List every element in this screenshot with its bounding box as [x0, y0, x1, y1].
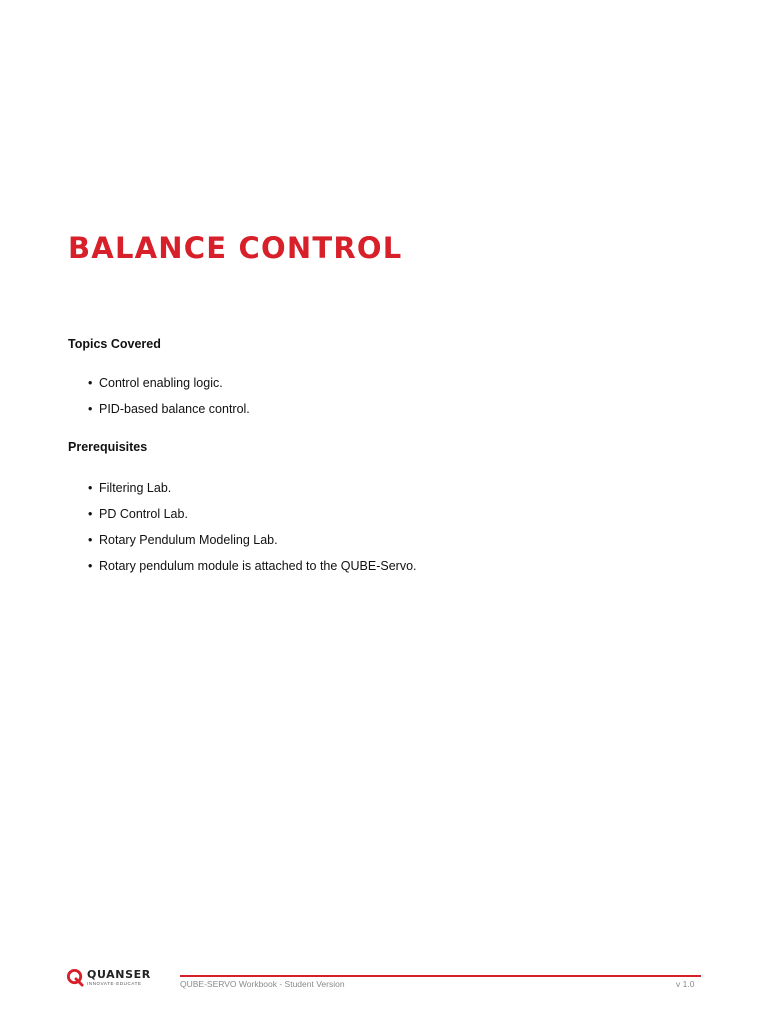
list-item: [88, 481, 417, 507]
bullet-icon: •: [88, 481, 93, 495]
logo-tagline: INNOVATE·EDUCATE: [87, 980, 142, 986]
list-item-text: Rotary Pendulum Modeling Lab.: [99, 533, 278, 547]
topics-covered-list: [88, 376, 250, 428]
list-item-text: Rotary pendulum module is attached to the QUBE-Servo.: [99, 559, 417, 573]
list-item: [88, 533, 417, 559]
quanser-q-logo-icon: [66, 968, 85, 987]
footer-version: v 1.0: [676, 979, 695, 989]
list-item-text: PD Control Lab.: [99, 507, 188, 521]
list-item-text: Filtering Lab.: [99, 481, 172, 495]
quanser-logo: [66, 968, 151, 987]
bullet-icon: •: [88, 533, 93, 547]
list-item-text: PID-based balance control.: [99, 402, 250, 416]
list-item: [88, 402, 250, 428]
page-title: BALANCE CONTROL: [68, 231, 403, 265]
footer-workbook-label: QUBE-SERVO Workbook - Student Version: [180, 979, 345, 989]
footer-divider: [180, 975, 701, 977]
bullet-icon: •: [88, 559, 93, 573]
prerequisites-list: [88, 481, 417, 585]
bullet-icon: •: [88, 507, 93, 521]
list-item: [88, 559, 417, 585]
bullet-icon: •: [88, 402, 93, 416]
list-item-text: Control enabling logic.: [99, 376, 223, 390]
bullet-icon: •: [88, 376, 93, 390]
topics-covered-heading: Topics Covered: [68, 337, 161, 351]
prerequisites-heading: Prerequisites: [68, 440, 148, 454]
list-item: [88, 376, 250, 402]
logo-name: QUANSER: [87, 967, 151, 981]
list-item: [88, 507, 417, 533]
